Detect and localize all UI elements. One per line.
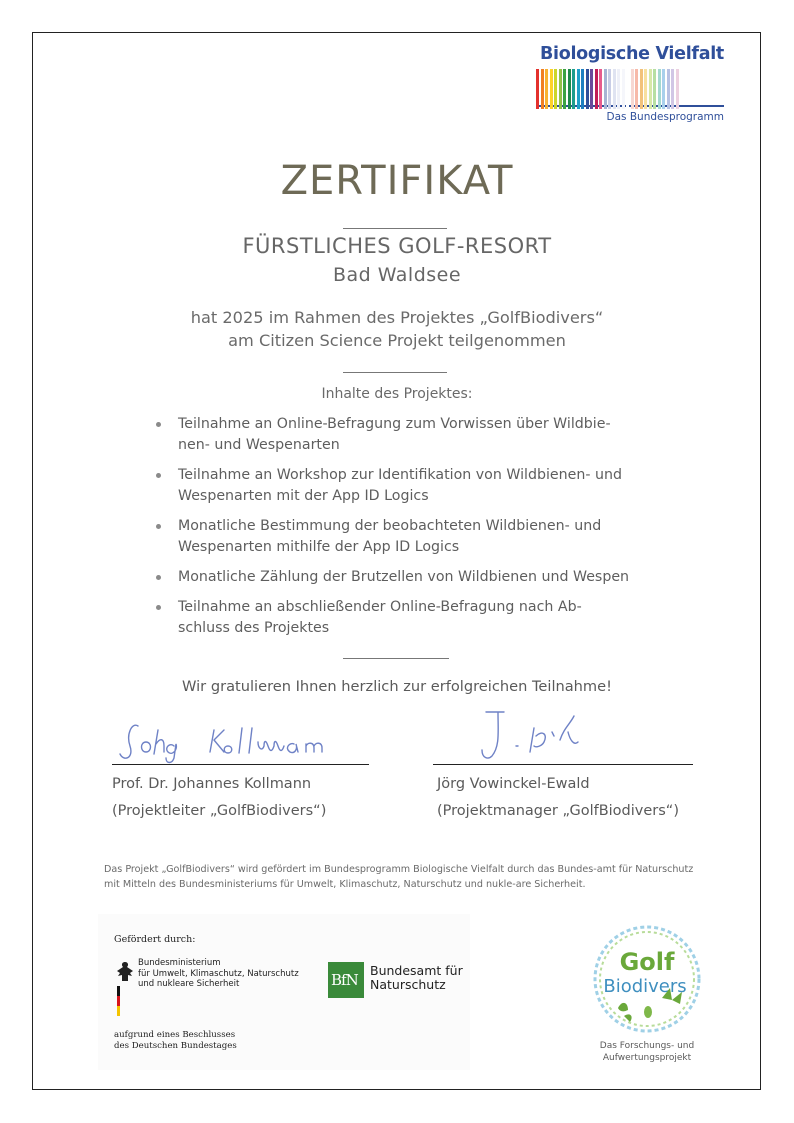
list-item: Teilnahme an abschließender Online-Befragung nach Ab- schluss des Projektes	[150, 597, 670, 639]
lead-line-1: hat 2025 im Rahmen des Projektes „GolfBiodivers“	[190, 308, 604, 327]
certificate-title: ZERTIFIKAT	[280, 158, 514, 204]
logo-color-bar	[613, 69, 616, 109]
logo-program-title: Biologische Vielfalt	[539, 44, 724, 64]
bundestag-note	[114, 1030, 237, 1052]
logo-color-bar	[631, 69, 634, 109]
lead-line-2: am Citizen Science Projekt teilgenommen	[228, 331, 566, 350]
logo-color-bar	[550, 69, 553, 109]
signature-kollmann	[118, 718, 358, 768]
logo-color-bar	[622, 69, 625, 109]
logo-color-bar	[590, 69, 593, 109]
tagline-line: Das Forschungs- und	[599, 1041, 695, 1051]
list-divider	[343, 658, 449, 659]
ministry-line: und nukleare Sicherheit	[138, 979, 240, 989]
logo-color-bar	[671, 69, 674, 109]
ministry-name	[138, 958, 299, 990]
tagline-line: Aufwertungsprojekt	[602, 1053, 692, 1063]
signer-left-name: Prof. Dr. Johannes Kollmann	[112, 776, 312, 792]
logo-color-bar	[586, 69, 589, 109]
federal-eagle-icon	[116, 960, 134, 1020]
logo-color-bar	[536, 69, 539, 109]
logo-color-bar	[608, 69, 611, 109]
logo-color-bar	[653, 69, 656, 109]
ministry-line: Bundesministerium	[138, 958, 221, 968]
bee-icon	[644, 1006, 652, 1018]
list-item: Monatliche Bestimmung der beobachteten Wildbienen- und Wespenarten mithilfe der App ID Logics	[150, 516, 670, 558]
logo-color-bars	[536, 69, 724, 109]
lead-divider	[343, 372, 447, 373]
signature-line-left	[112, 764, 369, 765]
funding-footnote: Das Projekt „GolfBiodivers“ wird gefördert im Bundesprogramm Biologische Vielfalt durch das Bundes-amt für Naturschutz mit Mitteln des Bundesministeriums für Umwelt, Klimaschutz, Naturschutz und nukle-are Sicherheit.	[104, 864, 694, 890]
logo-color-bar	[545, 69, 548, 109]
logo-color-bar	[617, 69, 620, 109]
logo-color-bar	[563, 69, 566, 109]
list-item: Teilnahme an Workshop zur Identifikation von Wildbienen- und Wespenarten mit der App ID Logics	[150, 465, 670, 507]
project-contents-list	[150, 414, 670, 648]
logo-color-bar	[658, 69, 661, 109]
logo-color-bar	[662, 69, 665, 109]
organization-name: FÜRSTLICHES GOLF-RESORT	[242, 234, 552, 258]
logo-word-golf: Golf	[619, 948, 675, 976]
logo-color-bar	[604, 69, 607, 109]
bfn-logo-letters: BfN	[331, 971, 358, 989]
logo-color-bar	[626, 69, 629, 109]
bundestag-line: aufgrund eines Beschlusses	[114, 1030, 236, 1040]
logo-color-bar	[577, 69, 580, 109]
signature-line-right	[433, 764, 693, 765]
agency-name	[370, 964, 463, 992]
logo-word-biodivers: Biodivers	[603, 976, 687, 997]
contents-heading: Inhalte des Projektes:	[321, 386, 473, 402]
logo-color-bar	[644, 69, 647, 109]
logo-color-bar	[667, 69, 670, 109]
logo-color-bar	[649, 69, 652, 109]
logo-color-bar	[559, 69, 562, 109]
logo-color-bar	[572, 69, 575, 109]
logo-color-bar	[599, 69, 602, 109]
golfbiodivers-logo	[588, 920, 706, 1050]
signature-vowinckel-ewald	[476, 706, 586, 768]
congratulations-text: Wir gratulieren Ihnen herzlich zur erfolgreichen Teilnahme!	[182, 678, 612, 695]
biologische-vielfalt-logo	[528, 44, 724, 123]
sponsor-logos	[98, 914, 470, 1070]
logo-color-bar	[541, 69, 544, 109]
logo-color-bar	[554, 69, 557, 109]
agency-line: Naturschutz	[370, 977, 446, 992]
list-item: Teilnahme an Online-Befragung zum Vorwissen über Wildbie- nen- und Wespenarten	[150, 414, 670, 456]
title-divider	[343, 228, 447, 229]
logo-color-bar	[581, 69, 584, 109]
logo-color-bar	[635, 69, 638, 109]
signer-right-name: Jörg Vowinckel-Ewald	[437, 776, 590, 792]
bundestag-line: des Deutschen Bundestages	[114, 1041, 237, 1051]
logo-color-bar	[568, 69, 571, 109]
logo-color-bar	[640, 69, 643, 109]
signer-right-role: (Projektmanager „GolfBiodivers“)	[437, 803, 679, 819]
signer-left-role: (Projektleiter „GolfBiodivers“)	[112, 803, 327, 819]
agency-line: Bundesamt für	[370, 963, 463, 978]
golfbiodivers-tagline	[572, 1040, 722, 1064]
sponsor-heading: Gefördert durch:	[114, 934, 196, 945]
bfn-logo-mark	[328, 962, 364, 998]
organization-city: Bad Waldsee	[332, 264, 462, 286]
ministry-line: für Umwelt, Klimaschutz, Naturschutz	[138, 968, 299, 979]
list-item: Monatliche Zählung der Brutzellen von Wildbienen und Wespen	[150, 567, 670, 588]
logo-color-bar	[595, 69, 598, 109]
logo-program-subtitle: Das Bundesprogramm	[606, 111, 724, 123]
logo-color-bar	[676, 69, 679, 109]
leaf-icon	[618, 1003, 632, 1022]
